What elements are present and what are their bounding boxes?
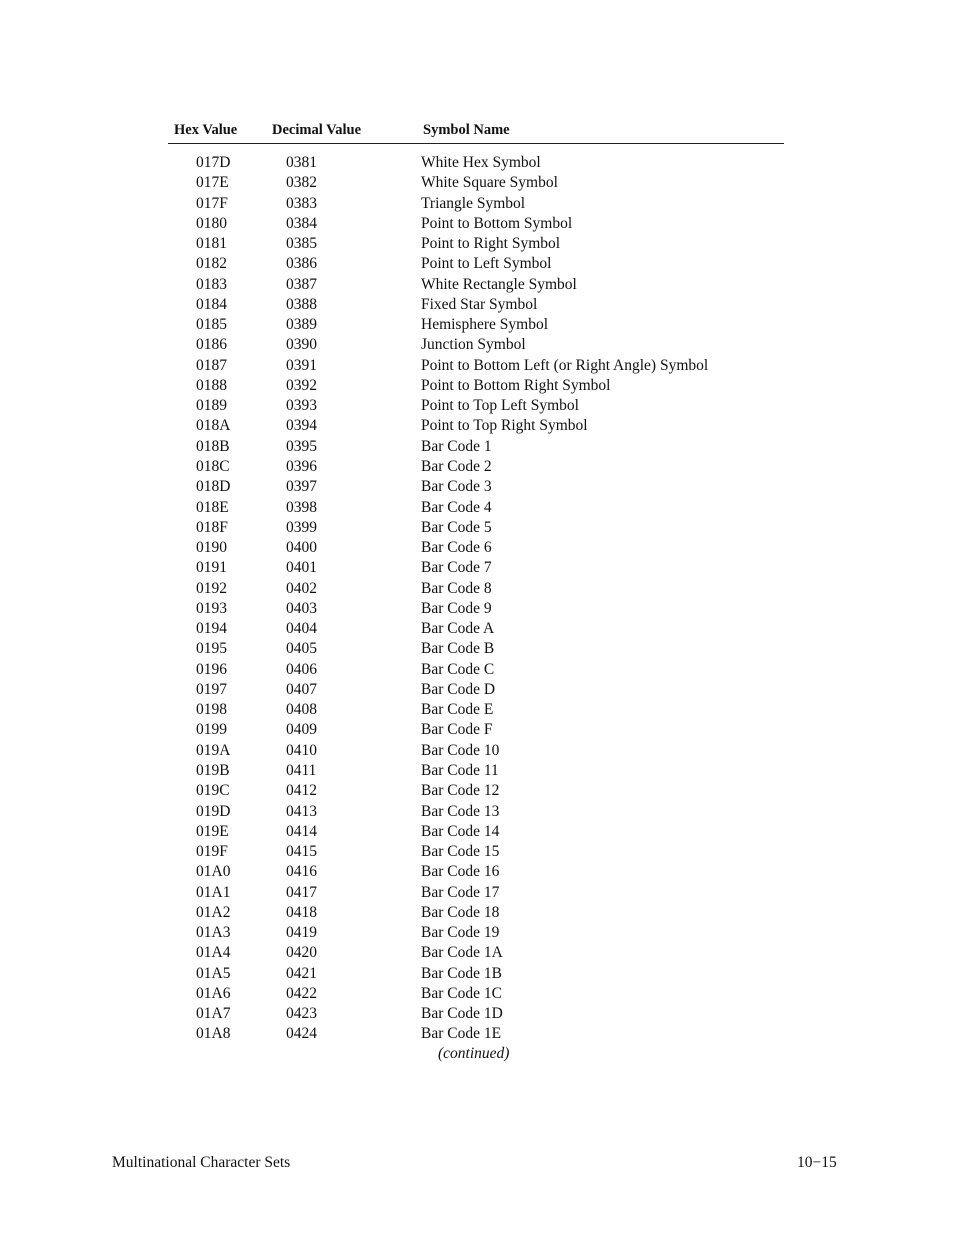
table-row <box>168 518 784 538</box>
footer-section-title: Multinational Character Sets <box>112 1154 291 1171</box>
decimal-value-cell: 0401 <box>286 559 317 577</box>
symbol-name-cell: Bar Code 3 <box>421 478 492 496</box>
decimal-value-cell: 0391 <box>286 356 317 374</box>
hex-value-cell: 019C <box>196 782 230 800</box>
table-row <box>168 639 784 659</box>
table-row <box>168 254 784 274</box>
symbol-name-cell: Point to Bottom Right Symbol <box>421 376 611 394</box>
hex-value-cell: 018E <box>196 498 229 516</box>
table-row <box>168 356 784 376</box>
symbol-name-cell: Bar Code 12 <box>421 782 500 800</box>
symbol-name-cell: Bar Code 8 <box>421 579 492 597</box>
symbol-name-cell: Bar Code 6 <box>421 539 492 557</box>
decimal-value-cell: 0419 <box>286 924 317 942</box>
decimal-value-cell: 0417 <box>286 883 317 901</box>
table-row <box>168 558 784 578</box>
table-row <box>168 416 784 436</box>
hex-value-cell: 0195 <box>196 640 227 658</box>
symbol-name-cell: Bar Code 13 <box>421 802 500 820</box>
table-row <box>168 437 784 457</box>
table-row <box>168 761 784 781</box>
decimal-value-cell: 0405 <box>286 640 317 658</box>
hex-value-cell: 0182 <box>196 255 227 273</box>
symbol-name-cell: Bar Code 16 <box>421 863 500 881</box>
table-row <box>168 700 784 720</box>
hex-value-cell: 01A8 <box>196 1025 231 1043</box>
symbol-name-cell: Bar Code 1E <box>421 1025 502 1043</box>
decimal-value-cell: 0414 <box>286 822 317 840</box>
symbol-name-cell: Bar Code A <box>421 620 495 638</box>
decimal-value-cell: 0387 <box>286 275 317 293</box>
continued-note: (continued) <box>438 1045 510 1062</box>
decimal-value-cell: 0385 <box>286 235 317 253</box>
table-header <box>168 122 784 144</box>
symbol-name-cell: Bar Code 4 <box>421 498 492 516</box>
decimal-value-cell: 0389 <box>286 316 317 334</box>
hex-value-cell: 017E <box>196 174 229 192</box>
symbol-name-cell: Point to Bottom Left (or Right Angle) Symbol <box>421 356 709 374</box>
symbol-name-cell: Point to Top Left Symbol <box>421 397 579 415</box>
decimal-value-cell: 0403 <box>286 599 317 617</box>
decimal-value-cell: 0404 <box>286 620 317 638</box>
symbol-name-cell: Point to Right Symbol <box>421 235 561 253</box>
decimal-value-cell: 0418 <box>286 903 317 921</box>
symbol-name-cell: Bar Code 1A <box>421 944 503 962</box>
hex-value-cell: 018B <box>196 437 230 455</box>
hex-value-cell: 01A3 <box>196 924 231 942</box>
decimal-value-cell: 0390 <box>286 336 317 354</box>
symbol-name-cell: Bar Code D <box>421 680 496 698</box>
table-row <box>168 619 784 639</box>
decimal-value-cell: 0381 <box>286 154 317 171</box>
decimal-value-cell: 0383 <box>286 194 317 212</box>
decimal-value-cell: 0402 <box>286 579 317 597</box>
decimal-value-cell: 0398 <box>286 498 317 516</box>
table-row <box>168 720 784 740</box>
table-row <box>168 660 784 680</box>
table-row <box>168 923 784 943</box>
symbol-name-cell: Bar Code E <box>421 701 494 719</box>
symbol-name-cell: Bar Code 17 <box>421 883 500 901</box>
table-row <box>168 903 784 923</box>
symbol-name-cell: Bar Code 15 <box>421 843 500 861</box>
table-row <box>168 1004 784 1024</box>
hex-value-cell: 0187 <box>196 356 227 374</box>
hex-value-cell: 0193 <box>196 599 227 617</box>
hex-value-cell: 0183 <box>196 275 227 293</box>
symbol-name-cell: Triangle Symbol <box>421 194 526 212</box>
table-row <box>168 680 784 700</box>
hex-value-cell: 01A0 <box>196 863 231 881</box>
symbol-name-cell: Bar Code 10 <box>421 741 500 759</box>
symbol-name-cell: Bar Code F <box>421 721 493 739</box>
hex-value-cell: 018A <box>196 417 231 435</box>
decimal-value-cell: 0396 <box>286 457 317 475</box>
table-row <box>168 214 784 234</box>
hex-value-cell: 019E <box>196 822 229 840</box>
hex-value-cell: 0190 <box>196 539 227 557</box>
symbol-name-cell: Bar Code 1 <box>421 437 492 455</box>
hex-value-cell: 019D <box>196 802 231 820</box>
hex-value-cell: 018F <box>196 518 228 536</box>
decimal-value-cell: 0392 <box>286 376 317 394</box>
symbol-name-cell: Point to Top Right Symbol <box>421 417 588 435</box>
decimal-value-cell: 0416 <box>286 863 317 881</box>
symbol-name-cell: Point to Bottom Symbol <box>421 214 573 232</box>
hex-value-cell: 0191 <box>196 559 227 577</box>
decimal-value-cell: 0399 <box>286 518 317 536</box>
symbol-name-cell: Bar Code 9 <box>421 599 492 617</box>
hex-value-cell: 019F <box>196 843 228 861</box>
hex-value-cell: 0189 <box>196 397 227 415</box>
table-row <box>168 599 784 619</box>
hex-value-cell: 0184 <box>196 295 227 313</box>
table-row <box>168 173 784 193</box>
decimal-value-cell: 0400 <box>286 539 317 557</box>
table-row <box>168 295 784 315</box>
hex-value-cell: 01A6 <box>196 984 231 1002</box>
header-decimal-value: Decimal Value <box>272 122 362 138</box>
symbol-name-cell: Fixed Star Symbol <box>421 295 538 313</box>
hex-value-cell: 0186 <box>196 336 227 354</box>
table-row <box>168 477 784 497</box>
symbol-name-cell: Bar Code 1B <box>421 964 502 982</box>
table-row <box>168 538 784 558</box>
symbol-name-cell: White Square Symbol <box>421 174 558 192</box>
decimal-value-cell: 0386 <box>286 255 317 273</box>
symbol-name-cell: Bar Code 1D <box>421 1005 503 1023</box>
hex-value-cell: 0185 <box>196 316 227 334</box>
header-hex-value: Hex Value <box>174 122 238 138</box>
hex-value-cell: 01A2 <box>196 903 231 921</box>
decimal-value-cell: 0411 <box>286 761 317 779</box>
hex-value-cell: 0199 <box>196 721 227 739</box>
footer-page-number: 10−15 <box>797 1154 837 1171</box>
decimal-value-cell: 0413 <box>286 802 317 820</box>
table-row <box>168 396 784 416</box>
hex-value-cell: 01A7 <box>196 1005 231 1023</box>
table-row <box>168 883 784 903</box>
hex-value-cell: 017D <box>196 154 231 171</box>
table-row <box>168 335 784 355</box>
decimal-value-cell: 0409 <box>286 721 317 739</box>
symbol-name-cell: Bar Code 7 <box>421 559 492 577</box>
symbol-name-cell: Bar Code 19 <box>421 924 500 942</box>
hex-value-cell: 0198 <box>196 701 227 719</box>
table-row <box>168 822 784 842</box>
table-row <box>168 943 784 963</box>
hex-value-cell: 0194 <box>196 620 227 638</box>
hex-value-cell: 018C <box>196 457 230 475</box>
decimal-value-cell: 0420 <box>286 944 317 962</box>
symbol-name-cell: Hemisphere Symbol <box>421 316 548 334</box>
decimal-value-cell: 0407 <box>286 680 317 698</box>
table-row <box>168 964 784 984</box>
table-row <box>168 315 784 335</box>
table-row <box>168 842 784 862</box>
hex-value-cell: 019B <box>196 761 230 779</box>
hex-value-cell: 0192 <box>196 579 227 597</box>
decimal-value-cell: 0388 <box>286 295 317 313</box>
hex-value-cell: 017F <box>196 194 228 212</box>
decimal-value-cell: 0395 <box>286 437 317 455</box>
decimal-value-cell: 0393 <box>286 397 317 415</box>
decimal-value-cell: 0410 <box>286 741 317 759</box>
symbol-name-cell: Junction Symbol <box>421 336 526 354</box>
hex-value-cell: 01A4 <box>196 944 231 962</box>
hex-value-cell: 0188 <box>196 376 227 394</box>
decimal-value-cell: 0422 <box>286 984 317 1002</box>
table-row <box>168 984 784 1004</box>
hex-value-cell: 0197 <box>196 680 227 698</box>
symbol-name-cell: Point to Left Symbol <box>421 255 552 273</box>
symbol-name-cell: White Hex Symbol <box>421 154 541 171</box>
table-row <box>168 802 784 822</box>
symbol-name-cell: Bar Code 1C <box>421 984 502 1002</box>
decimal-value-cell: 0423 <box>286 1005 317 1023</box>
hex-value-cell: 018D <box>196 478 231 496</box>
table-row <box>168 194 784 214</box>
table-row <box>168 498 784 518</box>
table-row <box>168 1024 784 1044</box>
symbol-name-cell: Bar Code 18 <box>421 903 500 921</box>
symbol-name-cell: Bar Code 11 <box>421 761 499 779</box>
hex-value-cell: 0181 <box>196 235 227 253</box>
table-row <box>168 741 784 761</box>
decimal-value-cell: 0412 <box>286 782 317 800</box>
symbol-name-cell: Bar Code B <box>421 640 495 658</box>
hex-value-cell: 01A1 <box>196 883 231 901</box>
table-row <box>168 579 784 599</box>
hex-value-cell: 01A5 <box>196 964 231 982</box>
symbol-name-cell: White Rectangle Symbol <box>421 275 577 293</box>
symbol-name-cell: Bar Code 2 <box>421 457 492 475</box>
table-row <box>168 153 784 173</box>
decimal-value-cell: 0406 <box>286 660 317 678</box>
decimal-value-cell: 0394 <box>286 417 317 435</box>
decimal-value-cell: 0384 <box>286 214 317 232</box>
table-row <box>168 234 784 254</box>
decimal-value-cell: 0415 <box>286 843 317 861</box>
symbol-name-cell: Bar Code 14 <box>421 822 500 840</box>
table-row <box>168 457 784 477</box>
decimal-value-cell: 0421 <box>286 964 317 982</box>
symbol-name-cell: Bar Code C <box>421 660 495 678</box>
table-row <box>168 781 784 801</box>
hex-value-cell: 0180 <box>196 214 227 232</box>
header-symbol-name: Symbol Name <box>423 122 510 138</box>
decimal-value-cell: 0382 <box>286 174 317 192</box>
hex-value-cell: 019A <box>196 741 231 759</box>
table-body <box>168 153 784 1045</box>
symbol-name-cell: Bar Code 5 <box>421 518 492 536</box>
decimal-value-cell: 0424 <box>286 1025 317 1043</box>
table-row <box>168 862 784 882</box>
decimal-value-cell: 0397 <box>286 478 317 496</box>
hex-value-cell: 0196 <box>196 660 227 678</box>
table-row <box>168 376 784 396</box>
table-row <box>168 275 784 295</box>
decimal-value-cell: 0408 <box>286 701 317 719</box>
